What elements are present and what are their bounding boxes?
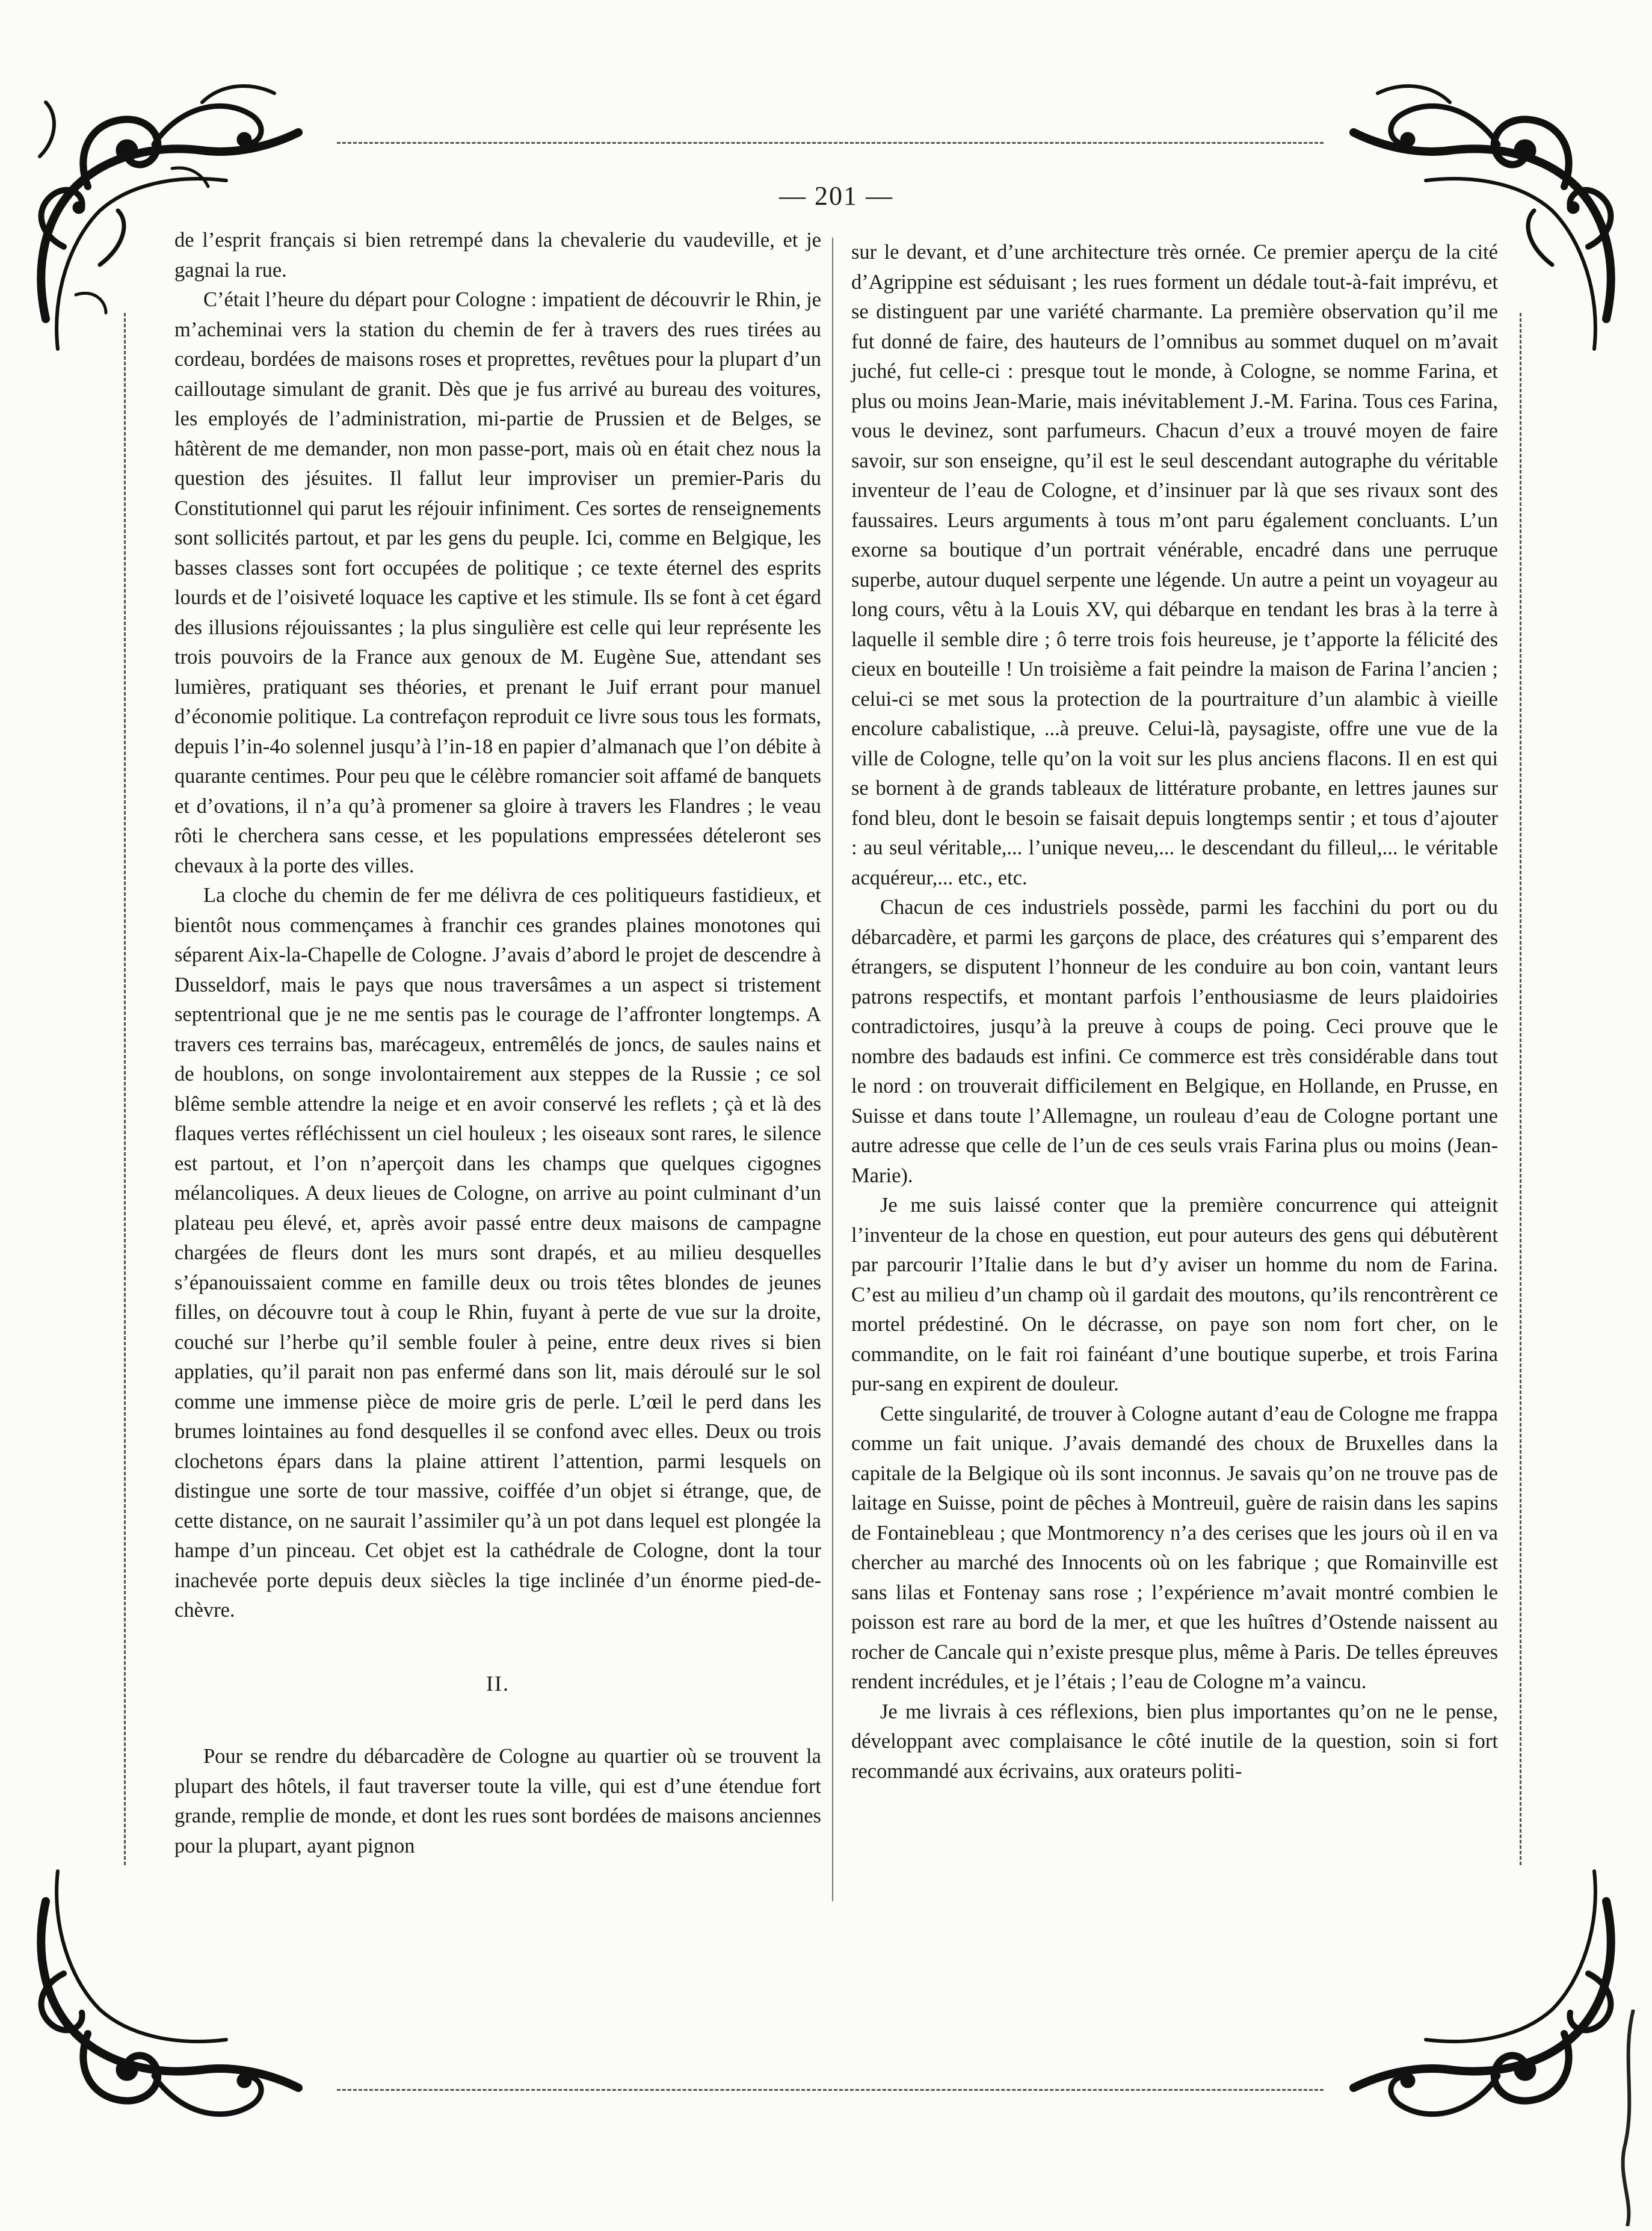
corner-ornament-bottom-right [1342, 1853, 1630, 2154]
paragraph: La cloche du chemin de fer me délivra de ces politiqueurs fastidieux, et bientôt nous commençames à franchir ces grandes plaines monotones qui séparent Aix-la-Chapelle de Cologne. J’avais d’abord le projet de descendre à Dusseldorf, mais le pays que nous traversâmes a un aspect si tristement septentrional que je ne me sentis pas le courage de l’affronter longtemps. A travers ces terrains bas, marécageux, entremêlés de joncs, de saules nains et de houblons, on songe involontairement aux steppes de la Russie ; ce sol blême semble attendre la neige et en avoir conservé les reflets ; çà et là des flaques vertes réfléchissent un ciel houleux ; les oiseaux sont rares, le silence est partout, et l’on n’aperçoit dans les champs que quelques cigognes mélancoliques. A deux lieues de Cologne, on arrive au point culminant d’un plateau peu élevé, et, après avoir passé entre deux maisons de campagne chargées de fleurs dont les murs sont drapés, et au milieu desquelles s’épanouissaient comme en famille deux ou trois têtes blondes de jeunes filles, on découvre tout à coup le Rhin, fuyant à perte de vue sur la droite, couché sur l’herbe qu’il semble fouler à peine, entre deux rives si bien applaties, qu’il parait non pas enfermé dans son lit, mais déroulé sur le sol comme une immense pièce de moire gris de perle. L’œil le perd dans les brumes lointaines au fond desquelles il se confond avec elles. Deux ou trois clochetons épars dans la plaine attirent l’attention, parmi lesquels on distingue une sorte de tour massive, coiffée d’un objet si étrange, que, de cette distance, on ne saurait l’assimiler qu’à un pot dans lequel est plongée la hampe d’un pinceau. Cet objet est la cathédrale de Cologne, dont la tour inachevée porte depuis deux siècles la tige inclinée d’un énorme pied-de-chèvre. [174, 884, 821, 1622]
paragraph: C’était l’heure du départ pour Cologne : impatient de découvrir le Rhin, je m’acheminai vers la station du chemin de fer à travers des rues tirées au cordeau, bordées de maisons roses et proprettes, revêtues pour la plupart d’un cailloutage simulant de granit. Dès que je fus arrivé au bureau des voitures, les employés de l’administration, mi-partie de Prussien et de Belges, se hâtèrent de me demander, non mon passe-port, mais où en était chez nous la question des jésuites. Il fallut leur improviser un premier-Paris du Constitutionnel qui parut les réjouir infiniment. Ces sortes de renseignements sont sollicités partout, et par les gens du peuple. Ici, comme en Belgique, les basses classes sont fort occupées de politique ; ce texte éternel des esprits lourds et de l’oisiveté loquace les captive et les stimule. Ils se font à cet égard des illusions réjouissantes ; la plus singulière est celle qui leur représente les trois pouvoirs de la France aux genoux de M. Eugène Sue, attendant ses lumières, pratiquant ses théories, et prenant le Juif errant pour manuel d’économie politique. La contrefaçon reproduit ce livre sous tous les formats, depuis l’in-4o solennel jusqu’à l’in-18 en papier d’almanach que l’on débite à quarante centimes. Pour peu que le célèbre romancier soit affamé de banquets et d’ovations, il n’a qu’à promener sa gloire à travers les Flandres ; le veau rôti le cherchera sans cesse, et les populations empressées dételeront ses chevaux à la porte des villes. [174, 288, 821, 877]
paragraph: Cette singularité, de trouver à Cologne autant d’eau de Cologne me frappa comme un fait unique. J’avais demandé des choux de Bruxelles dans la capitale de la Belgique où ils sont inconnus. Je savais qu’on ne trouve pas de laitage en Suisse, point de pêches à Montreuil, guère de raisin dans les sapins de Fontainebleau ; que Montmorency n’a des cerises que les jours où il en va chercher au marché des Innocents où on les fabrique ; que Romainville est sans lilas et Fontenay sans rose ; l’expérience m’avait montré combien le poisson est rare au bord de la mer, et que les huîtres d’Ostende naissent au rocher de Cancale qui n’existe presque plus, même à Paris. De telles épreuves rendent incrédules, et je l’étais ; l’eau de Cologne m’a vaincu. [851, 1402, 1498, 1693]
paragraph: Chacun de ces industriels possède, parmi les facchini du port ou du débarcadère, et parmi les garçons de place, des créatures qui s’emparent des étrangers, se disputent l’honneur de les conduire au bon coin, vantant leurs patrons respectifs, et montant parfois l’enthousiasme de leurs plaidoiries contradictoires, jusqu’à la preuve à coups de poing. Ceci prouve que le nombre des badauds est infini. Ce commerce est très considérable dans tout le nord : on trouverait difficilement en Belgique, en Hollande, en Prusse, en Suisse et dans toute l’Allemagne, un rouleau d’eau de Cologne portant une autre adresse que celle de l’un de ces seuls vrais Farina plus ou moins (Jean-Marie). [851, 896, 1498, 1187]
corner-ornament-bottom-left [22, 1853, 310, 2154]
page-number: — 201 — [779, 181, 893, 211]
border-left [124, 313, 126, 1865]
binding-edge-mark [1615, 2010, 1639, 2226]
left-column [174, 226, 821, 1861]
border-top [337, 142, 1324, 144]
paragraph: Pour se rendre du débarcadère de Cologne au quartier où se trouvent la plupart des hôtels, il faut traverser toute la ville, qui est d’une étendue fort grande, remplie de monde, et dont les rues sont bordées de maisons anciennes pour la plupart, ayant pignon [174, 1745, 821, 1857]
section-heading: II. [486, 1671, 510, 1696]
border-bottom [337, 2089, 1324, 2091]
paragraph: sur le devant, et d’une architecture très ornée. Ce premier aperçu de la cité d’Agrippine est séduisant ; les rues forment un dédale tout-à-fait imprévu, et se distinguent par une variété charmante. La première observation qu’il me fut donné de faire, des hauteurs de l’omnibus au sommet duquel on m’avait juché, fut celle-ci : presque tout le monde, à Cologne, se nomme Farina, et plus ou moins Jean-Marie, mais inévitablement J.-M. Farina. Tous ces Farina, vous le devinez, sont parfumeurs. Chacun d’eux a trouvé moyen de faire savoir, sur son enseigne, qu’il est le seul descendant autographe du véritable inventeur de l’eau de Cologne, et d’insinuer par là que ses rivaux sont des faussaires. Leurs arguments à tous m’ont paru également concluants. L’un exorne sa boutique d’un portrait vénérable, encadré dans une perruque superbe, autour duquel serpente une légende. Un autre a peint un voyageur au long cours, vêtu à la Louis XV, qui débarque en tendant les bras à la terre à laquelle il semble dire ; ô terre trois fois heureuse, je t’apporte la félicité des cieux en bouteille ! Un troisième a fait peindre la maison de Farina l’ancien ; celui-ci se met sous la protection de la pourtraiture d’un alambic à vieille encolure cabalistique, ...à preuve. Celui-là, paysagiste, offre une vue de la ville de Cologne, telle qu’on la voit sur les plus anciens flacons. Il en est qui se bornent à de grands tableaux de littérature probante, en lettres jaunes sur fond bleu, dont le besoin se faisait depuis longtemps sentir ; et tous d’ajouter : au seul véritable,... l’unique neveu,... le descendant du filleul,... le véritable acquéreur,... etc., etc. [851, 241, 1498, 889]
paragraph: Je me livrais à ces réflexions, bien plus importantes qu’on ne le pense, développant avec complaisance le côté inutile de la question, soin si fort recommandé aux écrivains, aux orateurs politi- [851, 1700, 1498, 1783]
paragraph: de l’esprit français si bien retrempé dans la chevalerie du vaudeville, et je gagnai la rue. [174, 229, 821, 282]
border-right [1520, 313, 1521, 1865]
column-divider [832, 238, 833, 1901]
right-column [851, 238, 1498, 1786]
paragraph: Je me suis laissé conter que la première concurrence qui atteignit l’inventeur de la chose en question, eut pour auteurs des gens qui débutèrent par parcourir l’Italie dans le but d’y aviser un homme du nom de Farina. C’est au milieu d’un champ où il gardait des moutons, qu’ils rencontrèrent ce mortel prédestiné. On le décrasse, on paye son nom fort cher, on le commandite, on le fait roi fainéant d’une boutique superbe, et trois Farina pur-sang en expirent de douleur. [851, 1194, 1498, 1395]
